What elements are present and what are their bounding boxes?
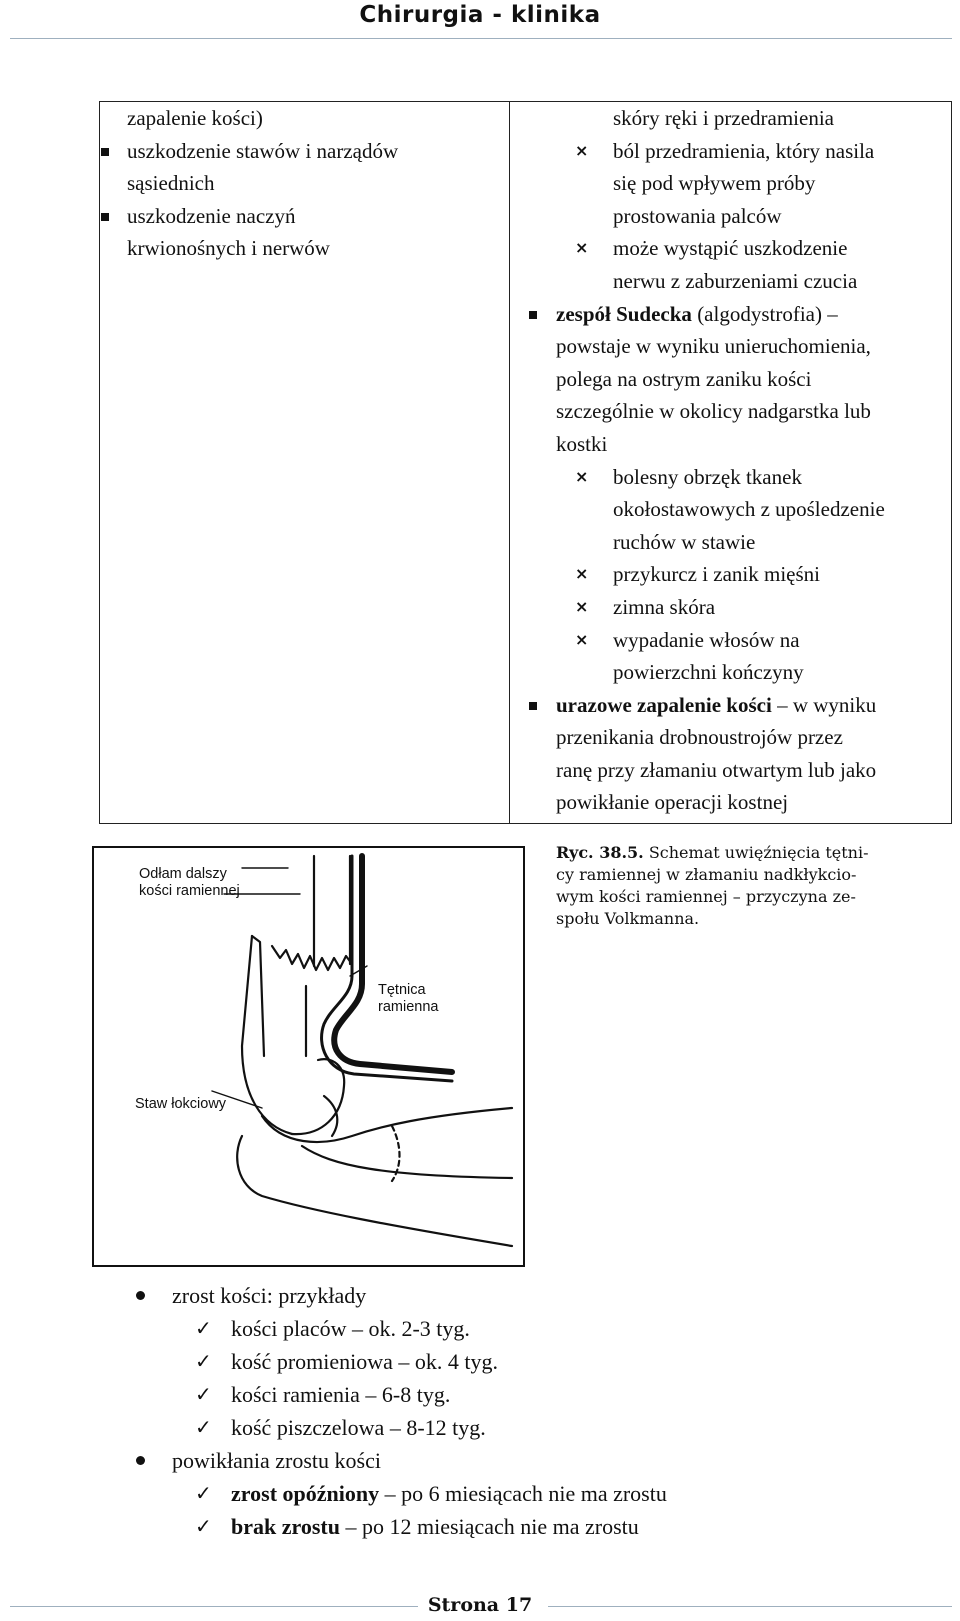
list-item: uszkodzenie stawów i narządów (127, 135, 497, 168)
figure-caption: Ryc. 38.5. Schemat uwięźnięcia tętni- cy ramiennej w złamaniu nadkłykcio- wym kości ramiennej – przyczyna ze- społu Volkmanna. (556, 843, 869, 928)
figure-label-artery: Tętnica ramienna (378, 982, 439, 1015)
list-item: × zimna skóra (525, 591, 945, 624)
cross-bullet-icon: × (575, 140, 589, 160)
list-item: uszkodzenie naczyń (127, 200, 497, 233)
list-item: powstaje w wyniku unieruchomienia, (556, 334, 871, 359)
cross-bullet-icon: × (575, 238, 589, 258)
cross-bullet-icon: × (575, 596, 589, 616)
list-item: × przykurcz i zanik mięśni (525, 558, 945, 591)
list-item: krwionośnych i nerwów (127, 236, 330, 261)
check-icon: ✓ (195, 1481, 212, 1505)
list-item: przenikania drobnoustrojów przez (556, 725, 843, 750)
ulna-lower-edge (237, 1136, 512, 1246)
list-item: ✓ kość promieniowa – ok. 4 tyg. (132, 1345, 932, 1378)
list-item: skóry ręki i przedramienia (613, 106, 834, 130)
list-item: okołostawowych z upośledzenie (613, 497, 885, 522)
figure-label-fragment: Odłam dalszy kości ramiennej (139, 866, 240, 899)
list-item: się pod wpływem próby (613, 171, 816, 196)
cross-bullet-icon: × (575, 629, 589, 649)
table-column-divider (509, 101, 510, 824)
list-item: zrost kości: przykłady (132, 1279, 932, 1312)
header-title: Chirurgia - klinika (359, 2, 601, 28)
list-item: urazowe zapalenie kości – w wyniku (525, 689, 945, 722)
fracture-line (272, 946, 352, 970)
list-item: ✓ kości ramienia – 6-8 tyg. (132, 1378, 932, 1411)
header-divider (10, 38, 952, 39)
table-left-column (127, 102, 497, 265)
brachial-artery-outer (322, 856, 452, 1081)
list-item: kostki (556, 431, 608, 456)
list-item: ✓ kość piszczelowa – 8-12 tyg. (132, 1411, 932, 1444)
list-item: prostowania palców (613, 203, 782, 228)
table-right-column (525, 102, 945, 819)
bone-healing-list (132, 1279, 932, 1543)
square-bullet-icon (101, 148, 109, 156)
elbow-fracture-diagram (92, 846, 525, 1267)
list-item: zapalenie kości) (127, 106, 263, 130)
list-item: ruchów w stawie (613, 529, 756, 554)
list-item: ✓ kości placów – ok. 2-3 tyg. (132, 1312, 932, 1345)
list-item: szczególnie w okolicy nadgarstka lub (556, 399, 871, 424)
figure-label-joint: Staw łokciowy (135, 1096, 227, 1112)
olecranon-curve (324, 1096, 337, 1136)
list-item: × bolesny obrzęk tkanek (525, 461, 945, 494)
check-icon: ✓ (195, 1349, 212, 1373)
list-item: powikłanie operacji kostnej (556, 790, 789, 815)
square-bullet-icon (101, 213, 109, 221)
list-item: ranę przy złamaniu otwartym lub jako (556, 757, 877, 782)
radius-lower-edge (302, 1146, 512, 1178)
check-icon: ✓ (195, 1415, 212, 1439)
list-item: nerwu z zaburzeniami czucia (613, 268, 858, 293)
round-bullet-icon (136, 1291, 145, 1300)
page-number: Strona 17 (427, 1594, 533, 1616)
list-item: × może wystąpić uszkodzenie (525, 232, 945, 265)
list-item: powikłania zrostu kości (132, 1444, 932, 1477)
check-icon: ✓ (195, 1382, 212, 1406)
list-item: × ból przedramienia, który nasila (525, 135, 945, 168)
radius-upper-edge (262, 1108, 512, 1142)
list-item: powierzchni kończyny (613, 660, 804, 685)
cross-bullet-icon: × (575, 564, 589, 584)
round-bullet-icon (136, 1456, 145, 1465)
list-item: ✓ brak zrostu – po 12 miesiącach nie ma zrostu (132, 1510, 932, 1543)
list-item: ✓ zrost opóźniony – po 6 miesiącach nie ma zrostu (132, 1477, 932, 1510)
cross-bullet-icon: × (575, 466, 589, 486)
list-item: × wypadanie włosów na (525, 624, 945, 657)
square-bullet-icon (529, 702, 537, 710)
distal-fragment-left-edge (252, 936, 264, 1056)
list-item: zespół Sudecka (algodystrofia) – (525, 298, 945, 331)
list-item: sąsiednich (127, 171, 215, 196)
check-icon: ✓ (195, 1514, 212, 1538)
square-bullet-icon (529, 311, 537, 319)
list-item: polega na ostrym zaniku kości (556, 366, 812, 391)
check-icon: ✓ (195, 1316, 212, 1340)
